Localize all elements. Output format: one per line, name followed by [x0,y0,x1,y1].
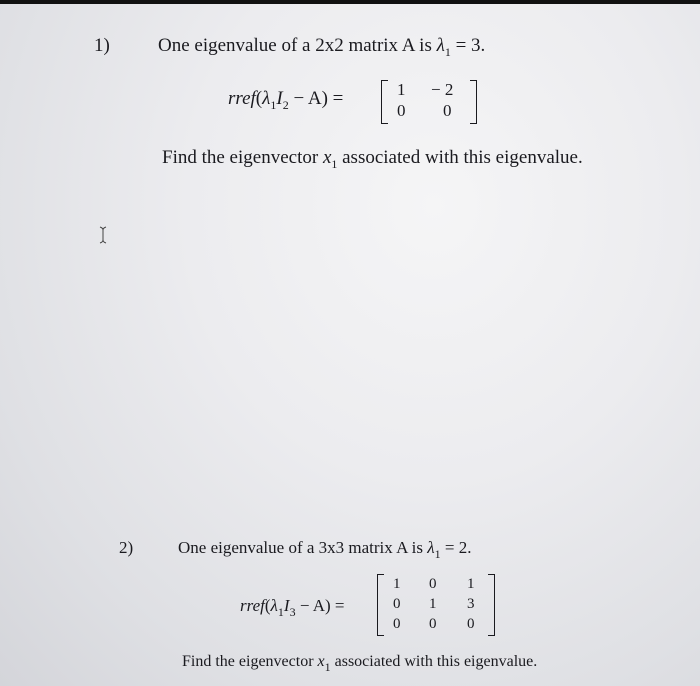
matrix-cell: 0 [393,596,401,612]
problem-1-rref-expression [228,88,343,110]
matrix-cell: 0 [467,616,475,632]
matrix-cell: 0 [443,101,452,120]
problem-1-identity: I [276,88,283,109]
matrix-left-bracket [381,80,388,124]
problem-1-question-var: x [322,147,332,168]
problem-1-number: 1) [94,35,110,56]
matrix-cell: 3 [467,596,475,612]
problem-2-text: One eigenvalue of a 3x3 matrix A is [178,538,428,557]
problem-1-rref-rest: − A) = [288,88,344,109]
problem-2-question-before: Find the eigenvector [182,653,318,670]
problem-1-question-var-sub: 1 [331,157,338,171]
problem-1-identity-sub: 2 [282,98,289,112]
matrix-cell: 0 [429,616,437,632]
matrix-cell: 0 [397,101,406,120]
problem-2-paren: ( [264,596,271,615]
problem-1-rref-label: rref [228,88,256,109]
problem-2-rref-label: rref [240,596,265,615]
matrix-cell: 0 [393,616,401,632]
problem-2-matrix [377,574,495,636]
problem-1-question [162,147,583,169]
problem-1-lambda: λ [436,35,445,56]
problem-2-identity: I [283,596,290,615]
problem-2-statement [178,538,472,561]
problem-2-rref-lambda: λ [270,596,278,615]
text-cursor-icon [98,226,108,244]
matrix-cell: 1 [393,576,401,592]
problem-1-text: One eigenvalue of a 2x2 matrix A is [158,35,437,56]
problem-2-rref-expression [240,596,345,619]
problem-1-matrix [381,80,477,124]
problem-2-lambda-sub: 1 [434,547,441,561]
matrix-right-bracket [488,574,495,636]
problem-1-question-after: associated with this eigenvalue. [337,147,583,168]
problem-2-lambda: λ [427,538,435,557]
matrix-cell: 0 [429,576,437,592]
problem-1-lambda-sub: 1 [444,45,451,59]
problem-2-number: 2) [119,538,134,557]
problem-2-rref-lambda-sub: 1 [277,605,284,619]
problem-1-eigenvalue: = 3. [450,35,486,56]
matrix-cell: 1 [467,576,475,592]
matrix-cell: − 2 [431,80,454,99]
matrix-cell: 1 [429,596,437,612]
problem-1-question-before: Find the eigenvector [162,147,323,168]
problem-2-eigenvalue: = 2. [440,538,472,557]
problem-1-paren: ( [255,88,263,109]
problem-2-question [182,653,538,674]
problem-2-question-var: x [317,653,325,670]
problem-1-statement [158,35,485,57]
problem-2-rref-rest: − A) = [295,596,345,615]
problem-2-identity-sub: 3 [289,605,296,619]
matrix-right-bracket [470,80,477,124]
photo-top-edge [0,0,700,4]
problem-2-question-after: associated with this eigenvalue. [330,653,538,670]
problem-1-rref-lambda: λ [262,88,271,109]
matrix-cell: 1 [397,80,406,99]
problem-1-rref-lambda-sub: 1 [270,98,277,112]
matrix-left-bracket [377,574,384,636]
problem-2-question-var-sub: 1 [324,660,331,674]
